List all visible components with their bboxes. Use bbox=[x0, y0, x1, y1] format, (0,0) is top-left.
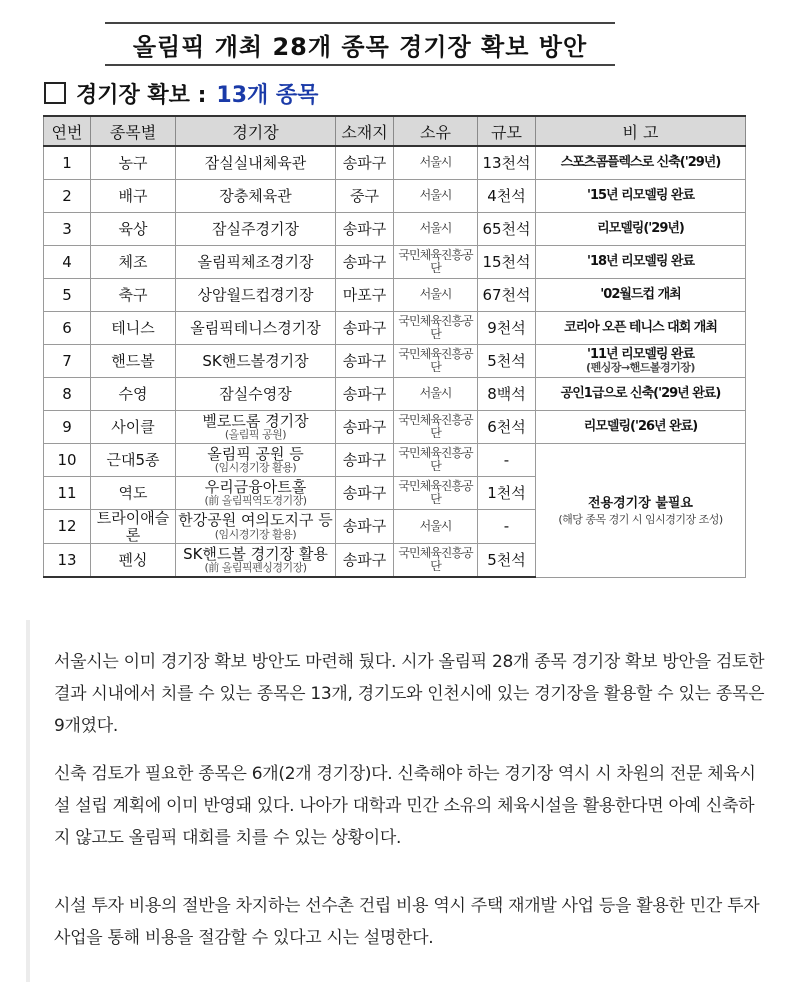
cell-note-text: '11년 리모델링 완료 bbox=[586, 346, 695, 362]
cell-note bbox=[536, 246, 746, 279]
table-row bbox=[44, 444, 746, 477]
document-title: 올림픽 개최 28개 종목 경기장 확보 방안 bbox=[105, 22, 615, 66]
cell-note-text: 코리아 오픈 테니스 대회 개최 bbox=[564, 319, 717, 335]
cell-note bbox=[536, 411, 746, 444]
cell-note bbox=[536, 312, 746, 345]
cell-sport-text: 역도 bbox=[118, 483, 148, 502]
cell-sport-text: 육상 bbox=[118, 219, 148, 238]
cell-no-text: 6 bbox=[62, 318, 72, 337]
cell-owner-text: 국민체육진흥공단 bbox=[398, 412, 473, 440]
cell-owner bbox=[394, 345, 478, 378]
table-row bbox=[44, 312, 746, 345]
cell-no-text: 7 bbox=[62, 351, 72, 370]
cell-location bbox=[336, 411, 394, 444]
cell-size-text: 8백석 bbox=[487, 384, 526, 403]
cell-size-text: 5천석 bbox=[487, 351, 526, 370]
cell-sport-text: 축구 bbox=[118, 285, 148, 304]
cell-note bbox=[536, 146, 746, 180]
cell-sport-text: 배구 bbox=[118, 186, 148, 205]
cell-note-text: 리모델링('29년) bbox=[597, 220, 684, 236]
cell-note bbox=[536, 279, 746, 312]
cell-size-text: 1천석 bbox=[487, 483, 526, 502]
cell-size bbox=[478, 544, 536, 578]
table-row bbox=[44, 146, 746, 180]
cell-size-text: - bbox=[503, 517, 510, 536]
cell-size-text: - bbox=[503, 450, 510, 469]
cell-no bbox=[44, 180, 91, 213]
cell-size bbox=[478, 444, 536, 477]
cell-venue bbox=[176, 378, 336, 411]
cell-sport-text: 핸드볼 bbox=[111, 351, 155, 370]
cell-sport bbox=[91, 246, 176, 279]
cell-owner-text: 서울시 bbox=[419, 155, 452, 170]
cell-no bbox=[44, 345, 91, 378]
header-location: 소재지 bbox=[336, 116, 394, 146]
cell-venue bbox=[176, 279, 336, 312]
cell-venue bbox=[176, 444, 336, 477]
cell-owner bbox=[394, 312, 478, 345]
cell-size-text: 15천석 bbox=[482, 252, 531, 271]
cell-no-text: 12 bbox=[57, 517, 77, 536]
cell-size bbox=[478, 510, 536, 544]
cell-location-text: 송파구 bbox=[342, 252, 387, 271]
venue-table bbox=[43, 115, 746, 578]
cell-location bbox=[336, 510, 394, 544]
cell-venue-text: 올림픽 공원 등 bbox=[207, 444, 304, 463]
cell-venue-text: SK핸드볼 경기장 활용 bbox=[183, 544, 328, 563]
cell-sport bbox=[91, 411, 176, 444]
cell-note-text: '02월드컵 개최 bbox=[600, 286, 681, 302]
cell-sport-text: 근대5종 bbox=[106, 450, 160, 469]
cell-owner-text: 국민체육진흥공단 bbox=[398, 313, 473, 341]
cell-sport-text: 테니스 bbox=[111, 318, 155, 337]
cell-venue-text: 우리금융아트홀 bbox=[204, 477, 307, 496]
cell-no-text: 2 bbox=[62, 186, 72, 205]
cell-size bbox=[478, 246, 536, 279]
cell-no bbox=[44, 477, 91, 510]
cell-no bbox=[44, 510, 91, 544]
cell-owner bbox=[394, 444, 478, 477]
cell-venue-text: 올림픽체조경기장 bbox=[197, 252, 314, 271]
cell-note-sub: (펜싱장→핸드볼경기장) bbox=[586, 361, 695, 375]
cell-no bbox=[44, 146, 91, 180]
cell-owner-text: 서울시 bbox=[419, 188, 452, 203]
cell-location-text: 중구 bbox=[350, 186, 379, 205]
cell-note-text: 공인1급으로 신축('29년 완료) bbox=[560, 385, 721, 401]
cell-venue-text: 잠실실내체육관 bbox=[204, 153, 307, 172]
cell-location-text: 마포구 bbox=[342, 285, 387, 304]
cell-owner bbox=[394, 378, 478, 411]
header-note: 비 고 bbox=[536, 116, 746, 146]
cell-no-text: 3 bbox=[62, 219, 72, 238]
cell-sport bbox=[91, 444, 176, 477]
cell-owner-text: 국민체육진흥공단 bbox=[398, 545, 473, 573]
cell-no bbox=[44, 312, 91, 345]
cell-venue-text: 벨로드롬 경기장 bbox=[202, 411, 309, 430]
cell-venue-sub: (前 올림픽역도경기장) bbox=[204, 494, 307, 508]
cell-size bbox=[478, 411, 536, 444]
cell-venue-sub: (임시경기장 활용) bbox=[214, 527, 297, 541]
cell-location bbox=[336, 146, 394, 180]
cell-venue-text: 한강공원 여의도지구 등 bbox=[178, 511, 333, 530]
cell-venue-text: 잠실수영장 bbox=[219, 384, 292, 403]
cell-size-text: 6천석 bbox=[487, 417, 526, 436]
header-sport: 종목별 bbox=[91, 116, 176, 146]
cell-sport bbox=[91, 180, 176, 213]
article-paragraph: 시설 투자 비용의 절반을 차지하는 선수촌 건립 비용 역시 주택 재개발 사업 등을 활용한 민간 투자 사업을 통해 비용을 절감할 수 있다고 시는 설명한다. bbox=[54, 896, 760, 948]
cell-size bbox=[478, 146, 536, 180]
cell-venue-sub: (올림픽 공원) bbox=[224, 428, 287, 442]
cell-note bbox=[536, 213, 746, 246]
cell-owner bbox=[394, 246, 478, 279]
merged-note-text: 전용경기장 불필요 bbox=[588, 496, 693, 512]
checkbox-square-icon bbox=[44, 82, 66, 104]
cell-owner bbox=[394, 544, 478, 578]
cell-size-text: 4천석 bbox=[487, 186, 526, 205]
cell-venue-text: SK핸드볼경기장 bbox=[202, 351, 309, 370]
cell-venue bbox=[176, 180, 336, 213]
table-row bbox=[44, 411, 746, 444]
cell-size bbox=[478, 345, 536, 378]
cell-owner-text: 서울시 bbox=[419, 287, 452, 302]
cell-sport bbox=[91, 146, 176, 180]
cell-note-text: '18년 리모델링 완료 bbox=[586, 253, 695, 269]
cell-sport-text: 펜싱 bbox=[118, 550, 148, 569]
cell-size-text: 5천석 bbox=[487, 550, 526, 569]
cell-venue bbox=[176, 312, 336, 345]
cell-owner-text: 국민체육진흥공단 bbox=[398, 346, 473, 374]
cell-no-text: 4 bbox=[62, 252, 72, 271]
cell-venue bbox=[176, 510, 336, 544]
cell-location-text: 송파구 bbox=[342, 517, 387, 536]
cell-sport bbox=[91, 510, 176, 544]
cell-location bbox=[336, 477, 394, 510]
cell-location-text: 송파구 bbox=[342, 384, 387, 403]
cell-venue bbox=[176, 411, 336, 444]
cell-owner bbox=[394, 477, 478, 510]
cell-sport bbox=[91, 279, 176, 312]
cell-venue-text: 잠실주경기장 bbox=[212, 219, 299, 238]
header-venue: 경기장 bbox=[176, 116, 336, 146]
cell-owner-text: 국민체육진흥공단 bbox=[398, 478, 473, 506]
cell-sport bbox=[91, 345, 176, 378]
table-row bbox=[44, 279, 746, 312]
cell-venue-text: 올림픽테니스경기장 bbox=[190, 318, 321, 337]
cell-location-text: 송파구 bbox=[342, 483, 387, 502]
cell-no-text: 11 bbox=[57, 483, 77, 502]
article-body bbox=[26, 620, 786, 982]
cell-size bbox=[478, 312, 536, 345]
header-size: 규모 bbox=[478, 116, 536, 146]
cell-venue-text: 상암월드컵경기장 bbox=[197, 285, 314, 304]
cell-venue bbox=[176, 544, 336, 578]
cell-owner bbox=[394, 411, 478, 444]
cell-location bbox=[336, 378, 394, 411]
cell-note bbox=[536, 378, 746, 411]
cell-location-text: 송파구 bbox=[342, 450, 387, 469]
cell-note bbox=[536, 180, 746, 213]
table-row bbox=[44, 378, 746, 411]
cell-owner-text: 서울시 bbox=[419, 221, 452, 236]
cell-note-merged bbox=[536, 444, 746, 578]
cell-sport bbox=[91, 477, 176, 510]
cell-venue bbox=[176, 246, 336, 279]
section-heading-highlight: 13개 종목 bbox=[216, 82, 319, 108]
article-paragraph: 신축 검토가 필요한 종목은 6개(2개 경기장)다. 신축해야 하는 경기장 역시 시 차원의 전문 체육시설 설립 계획에 이미 반영돼 있다. 나아가 대학과 민간 소유의 체육시설을 활용한다면 아예 신축하지 않고도 올림픽 대회를 치를 수 있는 상황이다. bbox=[54, 764, 756, 848]
cell-location bbox=[336, 444, 394, 477]
cell-note-text: 스포츠콤플렉스로 신축('29년) bbox=[560, 154, 721, 170]
cell-no bbox=[44, 378, 91, 411]
cell-size bbox=[478, 477, 536, 510]
cell-no-text: 13 bbox=[57, 550, 77, 569]
cell-note-text: 리모델링('26년 완료) bbox=[583, 418, 698, 434]
header-owner: 소유 bbox=[394, 116, 478, 146]
cell-size-text: 67천석 bbox=[482, 285, 531, 304]
cell-size bbox=[478, 180, 536, 213]
cell-no bbox=[44, 246, 91, 279]
cell-owner-text: 서울시 bbox=[419, 518, 452, 533]
cell-location-text: 송파구 bbox=[342, 153, 387, 172]
article-paragraph: 서울시는 이미 경기장 확보 방안도 마련해 뒀다. 시가 올림픽 28개 종목 경기장 확보 방안을 검토한 결과 시내에서 치를 수 있는 종목은 13개, 경기도와 인천시에 있는 경기장을 활용할 수 있는 종목은 9개였다. bbox=[54, 652, 765, 736]
cell-size-text: 13천석 bbox=[482, 153, 531, 172]
cell-size bbox=[478, 378, 536, 411]
cell-location-text: 송파구 bbox=[342, 318, 387, 337]
cell-location-text: 송파구 bbox=[342, 219, 387, 238]
header-no: 연번 bbox=[44, 116, 91, 146]
cell-sport-text: 트라이애슬론 bbox=[96, 509, 170, 544]
cell-sport-text: 사이클 bbox=[111, 417, 155, 436]
cell-no-text: 1 bbox=[62, 153, 72, 172]
section-heading-prefix: 경기장 확보 : bbox=[76, 82, 207, 108]
cell-owner bbox=[394, 279, 478, 312]
cell-venue bbox=[176, 345, 336, 378]
cell-venue-sub: (임시경기장 활용) bbox=[214, 461, 297, 475]
table-row bbox=[44, 180, 746, 213]
cell-no-text: 5 bbox=[62, 285, 72, 304]
cell-location bbox=[336, 345, 394, 378]
cell-sport-text: 농구 bbox=[118, 153, 148, 172]
cell-location-text: 송파구 bbox=[342, 351, 387, 370]
cell-sport bbox=[91, 312, 176, 345]
cell-no-text: 10 bbox=[57, 450, 77, 469]
cell-owner bbox=[394, 510, 478, 544]
cell-location bbox=[336, 544, 394, 578]
cell-sport-text: 체조 bbox=[118, 252, 148, 271]
cell-sport-text: 수영 bbox=[118, 384, 148, 403]
table-header-row bbox=[44, 116, 746, 146]
cell-no bbox=[44, 279, 91, 312]
cell-owner bbox=[394, 146, 478, 180]
cell-size bbox=[478, 279, 536, 312]
cell-no-text: 9 bbox=[62, 417, 72, 436]
cell-owner bbox=[394, 213, 478, 246]
cell-location bbox=[336, 312, 394, 345]
cell-owner bbox=[394, 180, 478, 213]
cell-location bbox=[336, 213, 394, 246]
cell-no bbox=[44, 444, 91, 477]
cell-owner-text: 국민체육진흥공단 bbox=[398, 445, 473, 473]
cell-no bbox=[44, 411, 91, 444]
merged-note-sub: (해당 종목 경기 시 임시경기장 조성) bbox=[558, 513, 723, 527]
cell-sport bbox=[91, 544, 176, 578]
cell-no bbox=[44, 213, 91, 246]
cell-size-text: 65천석 bbox=[482, 219, 531, 238]
cell-venue-text: 장충체육관 bbox=[219, 186, 292, 205]
cell-location bbox=[336, 279, 394, 312]
cell-size-text: 9천석 bbox=[487, 318, 526, 337]
table-row bbox=[44, 213, 746, 246]
cell-venue-sub: (前 올림픽펜싱경기장) bbox=[204, 561, 307, 575]
table-row bbox=[44, 246, 746, 279]
cell-location bbox=[336, 246, 394, 279]
section-heading bbox=[44, 76, 318, 110]
cell-sport bbox=[91, 378, 176, 411]
cell-note bbox=[536, 345, 746, 378]
cell-no-text: 8 bbox=[62, 384, 72, 403]
cell-no bbox=[44, 544, 91, 578]
cell-venue bbox=[176, 477, 336, 510]
table-row bbox=[44, 345, 746, 378]
cell-location bbox=[336, 180, 394, 213]
cell-venue bbox=[176, 213, 336, 246]
cell-size bbox=[478, 213, 536, 246]
cell-venue bbox=[176, 146, 336, 180]
cell-owner-text: 서울시 bbox=[419, 386, 452, 401]
cell-owner-text: 국민체육진흥공단 bbox=[398, 247, 473, 275]
cell-location-text: 송파구 bbox=[342, 417, 387, 436]
cell-sport bbox=[91, 213, 176, 246]
cell-location-text: 송파구 bbox=[342, 550, 387, 569]
cell-note-text: '15년 리모델링 완료 bbox=[586, 187, 695, 203]
